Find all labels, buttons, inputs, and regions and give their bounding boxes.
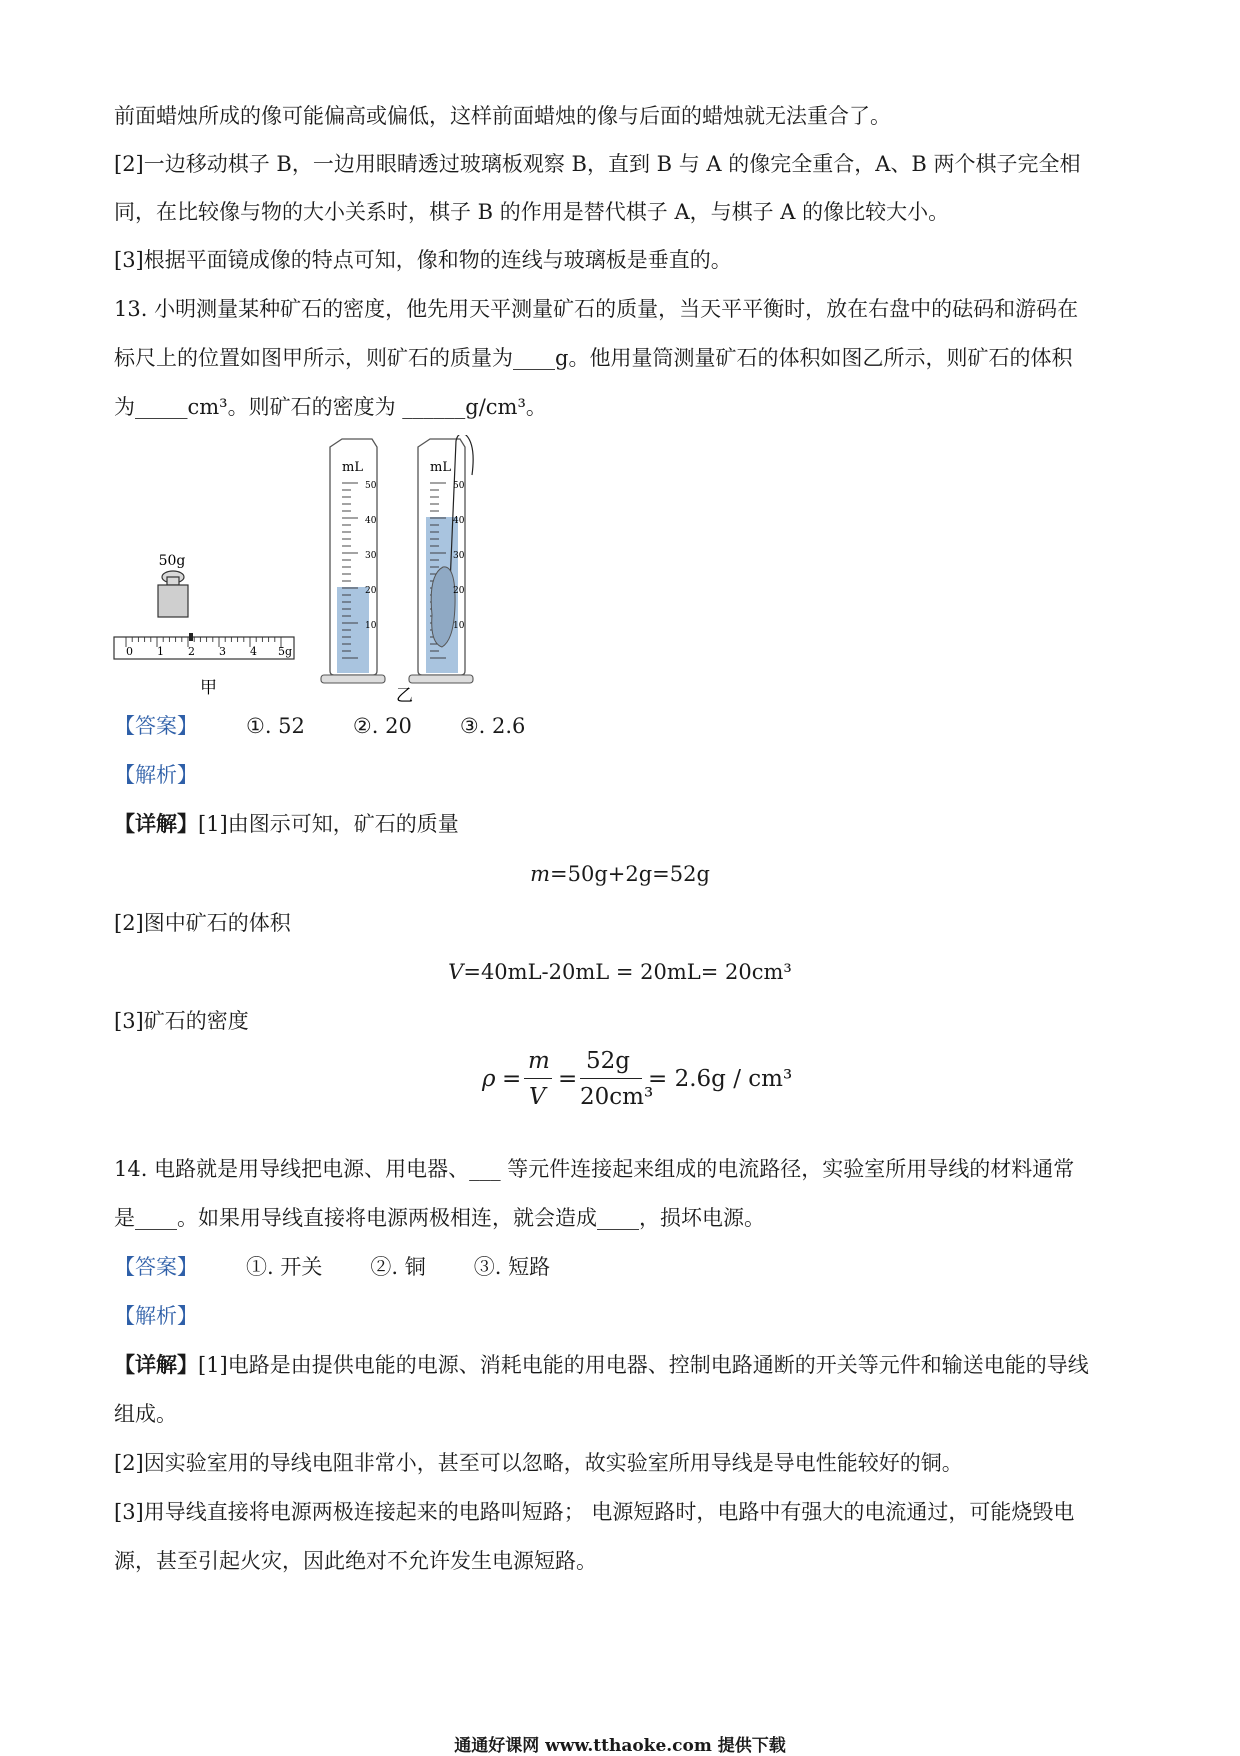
answer-tag: 【答案】	[114, 714, 198, 738]
weight-label: 50g	[158, 553, 186, 569]
answer-option: ②. 20	[352, 714, 412, 738]
eq-num: m	[528, 1048, 550, 1074]
scale-tick-label: 5g	[278, 645, 293, 658]
eq-var: m	[530, 862, 550, 886]
page-footer: 通通好课网 www.tthaoke.com 提供下载	[454, 1736, 786, 1756]
cylinder-tick-label: 20	[365, 586, 377, 596]
scale-tick-label: 0	[126, 645, 133, 658]
text-line: [2]一边移动棋子 B，一边用眼睛透过玻璃板观察 B，直到 B 与 A 的像完全重合，A、B 两个棋子完全相	[114, 152, 1081, 176]
text-line: 同，在比较像与物的大小关系时，棋子 B 的作用是替代棋子 A，与棋子 A 的像比较大小。	[114, 200, 950, 224]
cylinder-tick-label: 10	[453, 621, 465, 631]
cylinder-tick-label: 10	[365, 621, 377, 631]
answer-option: ①. 52	[246, 714, 305, 738]
detail-line: [2]因实验室用的导线电阻非常小，甚至可以忽略，故实验室所用导线是导电性能较好的铜。	[114, 1451, 963, 1475]
scale-tick-label: 3	[219, 645, 226, 658]
scale-tick-label: 1	[157, 645, 164, 658]
rider-scale	[114, 633, 294, 659]
question-14-line: 14. 电路就是用导线把电源、用电器、___ 等元件连接起来组成的电流路径，实验室所用导线的材料通常	[114, 1157, 1075, 1181]
eq-den: 20cm³	[580, 1084, 654, 1110]
detail-tag: 【详解】	[114, 1352, 198, 1377]
scale-tick-label: 4	[250, 645, 257, 658]
detail-text: [1]由图示可知，矿石的质量	[198, 812, 459, 836]
caption-yi: 乙	[396, 686, 413, 705]
scale-tick-label: 2	[188, 645, 195, 658]
question-13-line: 13. 小明测量某种矿石的密度，他先用天平测量矿石的质量，当天平平衡时，放在右盘中的砝码和游码在	[114, 297, 1079, 321]
detail-line: 组成。	[114, 1402, 177, 1426]
detail-text: [1]电路是由提供电能的电源、消耗电能的用电器、控制电路通断的开关等元件和输送电能的导线	[198, 1353, 1089, 1377]
answer-option: ②. 铜	[370, 1255, 426, 1279]
cylinder-tick-label: 40	[365, 516, 377, 526]
eq-rho: ρ	[482, 1066, 496, 1092]
cylinder-unit-label: mL	[342, 460, 363, 475]
answer-tag: 【答案】	[114, 1255, 198, 1279]
caption-jia: 甲	[200, 678, 217, 698]
eq-equals: =	[502, 1066, 522, 1092]
weight-icon	[158, 571, 188, 617]
cylinder-tick-label: 40	[453, 516, 465, 526]
eq-result: = 2.6g / cm³	[648, 1066, 793, 1092]
question-13-line: 标尺上的位置如图甲所示，则矿石的质量为____g。他用量筒测量矿石的体积如图乙所示，则矿石的体积	[114, 346, 1073, 370]
question-13-line: 为_____cm³。则矿石的密度为 ______g/cm³。	[114, 395, 547, 419]
text-line: [3]根据平面镜成像的特点可知，像和物的连线与玻璃板是垂直的。	[114, 248, 732, 272]
eq-text: =50g+2g=52g	[550, 862, 710, 886]
cylinder-tick-label: 30	[453, 551, 465, 561]
detail-line	[114, 1351, 1134, 1379]
equation-density	[480, 1040, 800, 1120]
cylinder-tick-label: 50	[453, 481, 465, 491]
detail-line: 源，甚至引起火灾，因此绝对不允许发生电源短路。	[114, 1549, 597, 1573]
answer-option: ③. 2.6	[459, 714, 526, 738]
text-line: 前面蜡烛所成的像可能偏高或偏低，这样前面蜡烛的像与后面的蜡烛就无法重合了。	[114, 104, 891, 128]
graduated-cylinder-before	[321, 439, 385, 683]
cylinder-tick-label: 50	[365, 481, 377, 491]
answer-row	[114, 1253, 1134, 1281]
detail-line: [2]图中矿石的体积	[114, 911, 291, 935]
eq-num: 52g	[586, 1048, 630, 1074]
answer-option: ③. 短路	[473, 1255, 551, 1279]
detail-line: [3]矿石的密度	[114, 1009, 249, 1033]
equation-volume	[0, 958, 1240, 986]
answer-option: ①. 开关	[246, 1255, 323, 1279]
question-14-line: 是____。如果用导线直接将电源两极相连，就会造成____，损坏电源。	[114, 1206, 765, 1230]
analysis-tag: 【解析】	[114, 1304, 198, 1328]
answer-row	[114, 712, 1134, 740]
cylinder-unit-label: mL	[430, 460, 451, 475]
equation-mass	[0, 860, 1240, 888]
eq-var: V	[448, 960, 464, 984]
eq-equals: =	[558, 1066, 578, 1092]
eq-den: V	[529, 1084, 546, 1110]
eq-text: =40mL-20mL = 20mL= 20cm³	[463, 960, 792, 984]
detail-line	[114, 810, 1134, 838]
cylinder-tick-label: 30	[365, 551, 377, 561]
cylinder-tick-label: 20	[453, 586, 465, 596]
detail-line: [3]用导线直接将电源两极连接起来的电路叫短路； 电源短路时，电路中有强大的电流通过，可能烧毁电	[114, 1500, 1075, 1524]
analysis-tag: 【解析】	[114, 763, 198, 787]
detail-tag: 【详解】	[114, 811, 198, 836]
q13-figure	[110, 435, 510, 705]
